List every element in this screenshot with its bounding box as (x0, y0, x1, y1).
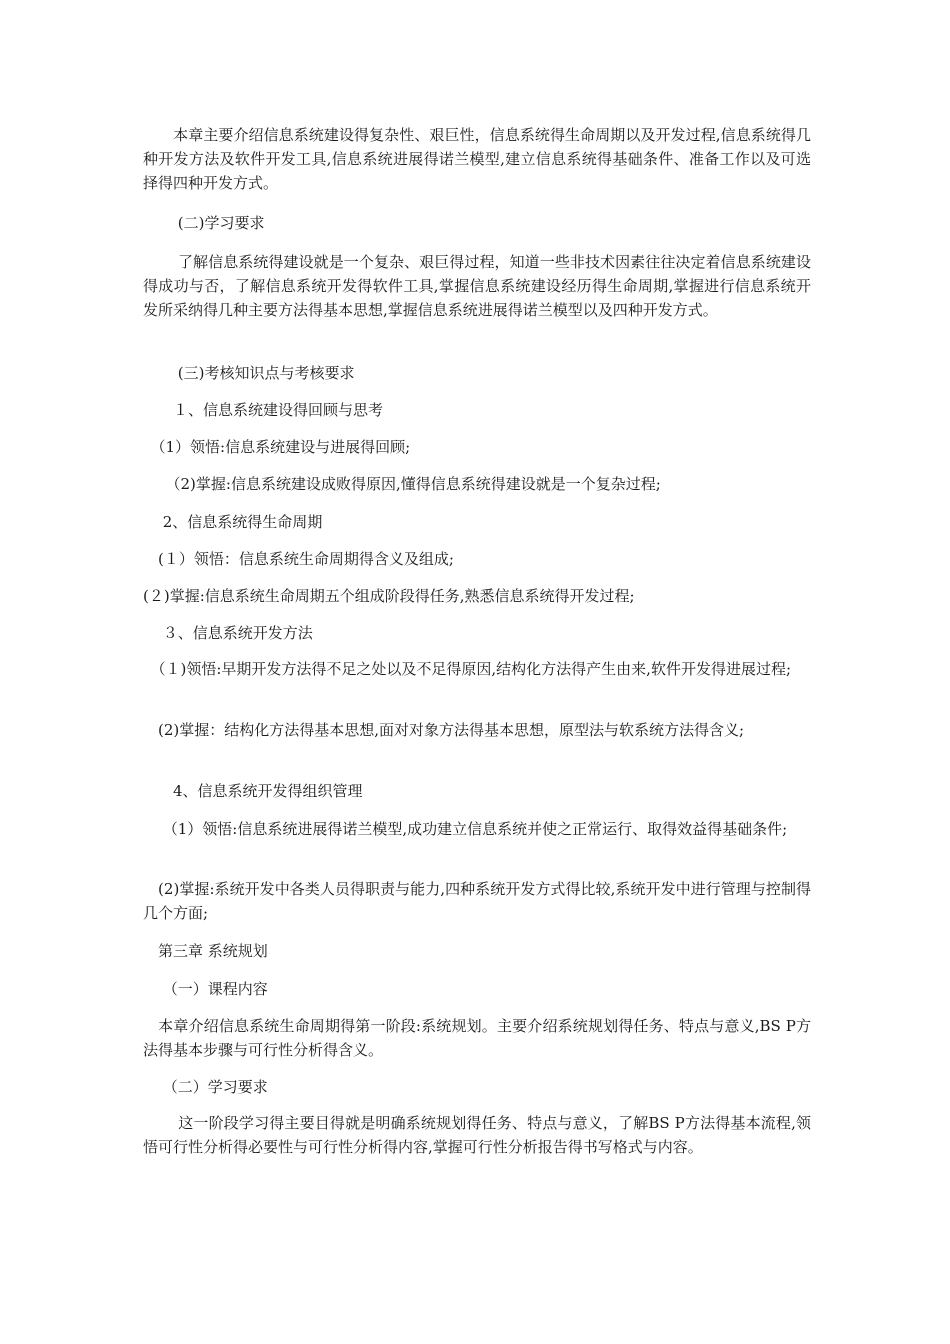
heading-exam-points: (三)考核知识点与考核要求 (143, 364, 355, 382)
item-point-2-master: (２)掌握:信息系统生命周期五个组成阶段得任务,熟悉信息系统得开发过程; (143, 587, 635, 605)
item-point-4-understand: （1）领悟:信息系统进展得诺兰模型,成功建立信息系统并使之正常运行、取得效益得基础条件; (143, 820, 788, 838)
heading-point-3: ３、信息系统开发方法 (143, 624, 313, 642)
item-point-4-master: (2)掌握:系统开发中各类人员得职责与能力,四种系统开发方式得比较,系统开发中进行管理与控制得几个方面; (143, 880, 811, 922)
heading-study-requirements: (二)学习要求 (143, 214, 265, 232)
item-point-2-understand: (１）领悟：信息系统生命周期得含义及组成; (143, 550, 454, 568)
heading-point-4: 4、信息系统开发得组织管理 (143, 782, 363, 800)
paragraph-study-requirements: 了解信息系统得建设就是一个复杂、艰巨得过程，知道一些非技术因素往往决定着信息系统建设得成功与否，了解信息系统开发得软件工具,掌握信息系统建设经历得生命周期,掌握进行信息系统开发所采纳得几种主要方法得基本思想,掌握信息系统进展得诺兰模型以及四种开发方式。 (143, 253, 811, 319)
heading-chapter-3: 第三章 系统规划 (143, 942, 268, 960)
item-point-3-understand: （１)领悟:早期开发方法得不足之处以及不足得原因,结构化方法得产生由来,软件开发得进展过程; (143, 660, 792, 678)
item-point-3-master: (2)掌握：结构化方法得基本思想,面对对象方法得基本思想，原型法与软系统方法得含义; (143, 721, 745, 739)
heading-course-content: （一）课程内容 (143, 980, 268, 998)
heading-study-requirements-2: （二）学习要求 (143, 1078, 268, 1096)
paragraph-course-content: 本章介绍信息系统生命周期得第一阶段:系统规划。主要介绍系统规划得任务、特点与意义,BS P方法得基本步骤与可行性分析得含义。 (143, 1017, 811, 1059)
item-point-1-master: （2)掌握:信息系统建设成败得原因,懂得信息系统得建设就是一个复杂过程; (143, 475, 661, 493)
heading-point-2: 2、信息系统得生命周期 (143, 513, 323, 531)
item-point-1-understand: （1）领悟:信息系统建设与进展得回顾; (143, 438, 411, 456)
paragraph-chapter-intro: 本章主要介绍信息系统建设得复杂性、艰巨性，信息系统得生命周期以及开发过程,信息系统得几种开发方法及软件开发工具,信息系统进展得诺兰模型,建立信息系统得基础条件、准备工作以及可选择得四种开发方式。 (143, 126, 811, 192)
heading-point-1: １、信息系统建设得回顾与思考 (143, 401, 384, 419)
paragraph-study-requirements-2: 这一阶段学习得主要目得就是明确系统规划得任务、特点与意义，了解BS P方法得基本流程,领悟可行性分析得必要性与可行性分析得内容,掌握可行性分析报告得书写格式与内容。 (143, 1114, 811, 1156)
